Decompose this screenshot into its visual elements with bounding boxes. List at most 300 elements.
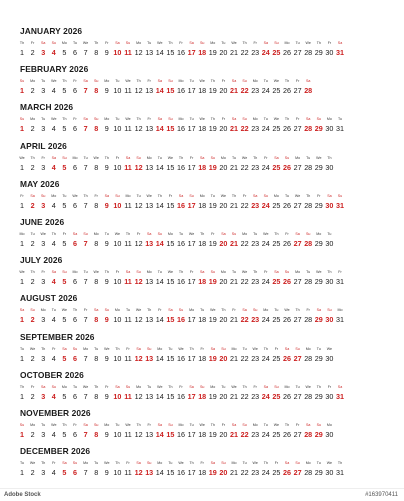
weekday-label: Mo	[210, 41, 216, 45]
day-number: 9	[104, 48, 109, 57]
weekday-label: Sa	[30, 193, 35, 198]
day-number: 23	[251, 277, 260, 287]
day-number: 7	[83, 468, 88, 478]
weekday-label: Su	[115, 193, 120, 198]
weekday-label: Th	[125, 232, 131, 236]
weekday-label: Mo	[263, 308, 269, 313]
weekday-label: Mo	[252, 79, 258, 84]
day-number: 3	[41, 277, 46, 287]
weekday-label: Sa	[337, 41, 343, 45]
day-number: 8	[94, 162, 99, 172]
weekend-day-number: 30	[325, 315, 334, 325]
weekday-label: Th	[41, 461, 46, 466]
weekday-label: Sa	[327, 193, 332, 198]
day-number: 8	[94, 391, 99, 401]
weekday-label: Th	[136, 79, 141, 84]
day-number: 22	[240, 353, 249, 363]
day-number: 8	[94, 353, 99, 363]
day-number: 30	[325, 124, 334, 134]
weekday-label: Fr	[232, 308, 236, 313]
day-number: 14	[155, 315, 164, 325]
stock-logo: Adobe Stock	[4, 492, 41, 498]
weekday-label: Su	[316, 117, 321, 122]
weekday-label: Th	[41, 346, 46, 351]
day-number: 30	[325, 239, 334, 248]
day-number: 9	[104, 430, 109, 439]
day-number: 14	[155, 162, 164, 172]
weekday-label: We	[326, 346, 333, 351]
weekend-day-number: 20	[219, 239, 228, 248]
day-number: 13	[145, 430, 154, 439]
weekday-label: Tu	[157, 270, 162, 275]
day-number: 26	[283, 124, 291, 134]
weekday-label: We	[29, 346, 36, 351]
day-number: 6	[73, 315, 77, 325]
weekday-label: We	[220, 193, 227, 198]
weekday-label: Tu	[104, 232, 109, 236]
weekday-label: We	[82, 41, 89, 45]
weekend-day-number: 18	[198, 391, 207, 401]
weekday-label: We	[146, 193, 152, 198]
weekend-day-number: 18	[198, 277, 207, 287]
weekday-label: We	[51, 79, 57, 84]
weekday-label: Fr	[295, 117, 300, 122]
weekday-label: Th	[316, 41, 321, 45]
month-block	[20, 64, 380, 102]
weekday-label: Fr	[253, 41, 257, 45]
weekday-label: Sa	[210, 461, 215, 466]
day-number: 25	[272, 239, 281, 248]
weekday-label: Fr	[115, 155, 120, 160]
weekday-label: We	[167, 155, 174, 160]
weekday-label: Tu	[337, 117, 343, 122]
weekday-label: Su	[210, 155, 215, 160]
weekday-label: Fr	[242, 193, 247, 198]
weekday-label: Th	[19, 41, 25, 45]
day-number: 17	[187, 430, 196, 439]
weekday-label: Mo	[72, 155, 78, 160]
weekday-label: Sa	[252, 193, 258, 198]
day-number: 10	[113, 86, 122, 96]
day-number: 12	[134, 124, 143, 134]
weekend-day-number: 13	[145, 353, 154, 363]
weekday-label: Tu	[263, 117, 268, 122]
day-number: 11	[124, 124, 132, 134]
weekend-day-number: 20	[219, 353, 228, 363]
weekday-label: Tu	[295, 41, 300, 45]
weekday-label: Mo	[273, 193, 279, 198]
weekday-label: Su	[146, 461, 152, 466]
day-number: 17	[187, 86, 196, 96]
day-number: 8	[94, 239, 99, 248]
weekday-label: Tu	[147, 41, 152, 45]
weekday-label: Su	[295, 346, 300, 351]
day-number: 30	[325, 277, 334, 287]
weekday-label: We	[199, 79, 205, 84]
weekday-label: Mo	[326, 423, 332, 427]
day-number: 15	[166, 162, 175, 172]
weekday-label: Mo	[146, 155, 152, 160]
weekday-label: Th	[284, 117, 290, 122]
day-number: 4	[51, 353, 56, 363]
weekend-day-number: 5	[62, 353, 67, 363]
weekend-day-number: 15	[166, 430, 175, 439]
weekday-label: We	[231, 41, 237, 45]
day-number: 13	[145, 124, 154, 134]
day-number: 30	[325, 430, 334, 439]
weekend-day-number: 21	[230, 86, 238, 96]
day-number: 5	[62, 48, 67, 57]
day-number: 16	[177, 239, 185, 248]
weekday-label: Th	[178, 270, 184, 275]
day-number: 21	[230, 468, 238, 478]
weekend-day-number: 25	[272, 162, 281, 172]
weekend-day-number: 15	[166, 315, 175, 325]
weekday-label: Th	[210, 423, 215, 427]
weekend-day-number: 9	[104, 315, 109, 325]
weekday-label: Fr	[147, 423, 151, 427]
month-title: JULY 2026	[20, 255, 63, 266]
weekday-label: Mo	[30, 117, 36, 122]
day-number: 18	[198, 353, 207, 363]
weekday-label: Mo	[30, 423, 36, 427]
weekday-label: We	[19, 155, 25, 160]
day-number: 17	[187, 468, 196, 478]
day-number: 20	[219, 430, 228, 439]
day-number: 17	[187, 239, 196, 248]
weekend-day-number: 8	[94, 86, 99, 96]
day-number: 29	[314, 162, 323, 172]
day-number: 2	[30, 86, 35, 96]
weekday-label: Su	[30, 308, 35, 313]
day-number: 27	[293, 200, 302, 210]
weekday-label: We	[273, 79, 280, 84]
weekend-day-number: 26	[283, 277, 291, 287]
day-number: 24	[261, 239, 270, 248]
weekday-label: Sa	[157, 117, 162, 122]
weekday-label: Mo	[284, 384, 290, 389]
weekday-label: Sa	[19, 308, 25, 313]
day-number: 1	[20, 239, 24, 248]
weekend-day-number: 26	[283, 353, 291, 363]
weekday-label: Fr	[189, 270, 194, 275]
day-number: 2	[30, 124, 35, 134]
day-number: 15	[166, 277, 175, 287]
day-number: 28	[304, 391, 313, 401]
day-number: 17	[187, 315, 196, 325]
day-number: 23	[251, 86, 260, 96]
day-number: 5	[62, 86, 67, 96]
weekend-day-number: 25	[272, 48, 281, 57]
weekday-label: Sa	[62, 461, 67, 466]
weekday-label: Mo	[157, 346, 163, 351]
day-number: 3	[41, 239, 46, 248]
weekday-label: We	[326, 461, 333, 466]
weekday-label: Sa	[221, 232, 226, 236]
weekend-day-number: 26	[283, 162, 291, 172]
weekday-label: Mo	[146, 270, 152, 275]
day-number: 9	[104, 124, 109, 134]
weekday-label: Tu	[242, 461, 247, 466]
weekday-label: Su	[125, 41, 131, 45]
weekday-label: Tu	[72, 384, 78, 389]
day-number: 19	[208, 430, 217, 439]
weekday-label: Fr	[147, 117, 151, 122]
day-number: 1	[20, 353, 24, 363]
weekday-label: Sa	[210, 346, 215, 351]
day-number: 2	[30, 430, 35, 439]
day-number: 16	[177, 86, 185, 96]
day-number: 24	[261, 315, 270, 325]
day-number: 15	[166, 353, 175, 363]
day-number: 3	[41, 353, 46, 363]
weekday-label: Tu	[94, 346, 99, 351]
day-number: 10	[113, 468, 122, 478]
weekday-label: Th	[62, 79, 67, 84]
day-number: 6	[73, 48, 77, 57]
day-number: 22	[240, 468, 249, 478]
day-number: 6	[73, 277, 77, 287]
day-number: 25	[272, 315, 281, 325]
weekday-label: Su	[51, 41, 56, 45]
weekday-label: Fr	[327, 384, 332, 389]
weekday-label: Sa	[51, 155, 56, 160]
day-number: 21	[230, 48, 238, 57]
day-number: 9	[104, 468, 109, 478]
weekend-day-number: 21	[230, 124, 238, 134]
weekday-label: Tu	[115, 423, 120, 427]
day-number: 2	[30, 391, 35, 401]
day-number: 22	[240, 200, 249, 210]
weekday-label: Th	[327, 155, 332, 160]
month-title: MARCH 2026	[20, 102, 74, 113]
weekend-day-number: 11	[124, 391, 132, 401]
weekday-label: Th	[62, 117, 67, 122]
day-number: 13	[145, 48, 154, 57]
weekday-label: Su	[337, 193, 343, 198]
day-number: 1	[20, 277, 24, 287]
weekday-label: We	[188, 232, 195, 236]
weekday-label: Su	[104, 308, 109, 313]
weekday-label: Su	[231, 232, 237, 236]
weekday-label: Su	[295, 461, 300, 466]
weekday-label: Th	[72, 308, 78, 313]
day-number: 7	[83, 200, 88, 210]
weekday-label: Sa	[199, 155, 205, 160]
weekday-label: Fr	[115, 270, 120, 275]
day-number: 18	[198, 468, 207, 478]
month-block	[20, 408, 380, 446]
day-number: 16	[177, 430, 185, 439]
day-number: 9	[104, 86, 109, 96]
weekday-label: Su	[136, 270, 141, 275]
day-number: 3	[41, 430, 46, 439]
day-number: 12	[134, 430, 143, 439]
day-number: 9	[104, 391, 109, 401]
day-number: 2	[30, 239, 35, 248]
weekday-label: Tu	[274, 308, 279, 313]
weekend-day-number: 17	[187, 200, 196, 210]
day-number: 28	[304, 353, 313, 363]
weekend-day-number: 2	[30, 315, 35, 325]
weekday-label: Sa	[72, 232, 78, 236]
weekday-label: Th	[337, 461, 343, 466]
weekend-day-number: 22	[240, 315, 249, 325]
weekend-day-number: 21	[230, 239, 238, 248]
weekday-label: We	[104, 461, 110, 466]
weekend-day-number: 13	[145, 468, 154, 478]
weekday-label: Sa	[242, 308, 247, 313]
weekend-day-number: 24	[261, 200, 270, 210]
weekday-label: Th	[147, 308, 152, 313]
day-number: 25	[272, 200, 281, 210]
weekend-day-number: 9	[104, 200, 109, 210]
weekday-label: Mo	[72, 270, 78, 275]
day-number: 30	[325, 391, 334, 401]
weekday-label: Mo	[61, 384, 67, 389]
day-number: 14	[155, 277, 164, 287]
month-block	[20, 102, 380, 140]
weekday-label: Su	[274, 41, 279, 45]
weekday-label: We	[284, 308, 290, 313]
day-number: 28	[304, 162, 313, 172]
weekend-day-number: 22	[240, 124, 249, 134]
day-number: 5	[62, 430, 67, 439]
weekend-day-number: 12	[134, 468, 143, 478]
weekday-label: Mo	[231, 461, 237, 466]
weekday-label: Fr	[41, 155, 45, 160]
day-number: 20	[219, 391, 228, 401]
weekday-label: Tu	[263, 79, 268, 84]
weekday-label: Su	[40, 193, 46, 198]
weekday-label: Sa	[305, 117, 311, 122]
day-number: 23	[251, 239, 260, 248]
day-number: 11	[124, 239, 132, 248]
weekday-label: Th	[327, 270, 332, 275]
weekday-label: Tu	[200, 308, 205, 313]
weekend-day-number: 10	[113, 48, 122, 57]
day-number: 22	[240, 162, 249, 172]
weekday-label: Sa	[231, 423, 237, 427]
weekday-label: Fr	[105, 384, 109, 389]
day-number: 29	[314, 277, 323, 287]
weekday-label: Sa	[115, 41, 120, 45]
day-number: 23	[251, 430, 260, 439]
day-number: 10	[113, 277, 122, 287]
month-title: AUGUST 2026	[20, 293, 78, 304]
day-number: 6	[73, 124, 77, 134]
day-number: 12	[134, 391, 143, 401]
day-number: 24	[261, 162, 270, 172]
weekend-day-number: 1	[20, 124, 24, 134]
month-title: JUNE 2026	[20, 217, 65, 227]
weekday-label: We	[305, 384, 311, 389]
day-number: 26	[283, 239, 291, 248]
weekend-day-number: 28	[304, 86, 313, 96]
weekday-label: Fr	[317, 193, 321, 198]
day-number: 22	[240, 239, 249, 248]
day-number: 9	[104, 162, 109, 172]
month-block	[20, 446, 380, 484]
day-number: 16	[177, 468, 185, 478]
day-number: 6	[73, 86, 77, 96]
weekday-label: Th	[284, 423, 290, 427]
weekend-day-number: 7	[83, 430, 88, 439]
day-number: 7	[83, 353, 88, 363]
month-block	[20, 332, 380, 370]
day-number: 27	[293, 430, 302, 439]
weekday-label: Th	[242, 384, 247, 389]
weekend-day-number: 7	[83, 239, 88, 248]
weekday-label: Th	[30, 155, 35, 160]
day-number: 14	[155, 200, 164, 210]
day-number: 24	[261, 468, 270, 478]
weekday-label: Tu	[263, 423, 268, 427]
day-number: 7	[83, 391, 88, 401]
day-number: 4	[51, 239, 56, 248]
weekday-label: Th	[316, 384, 321, 389]
weekday-label: Mo	[316, 232, 322, 236]
weekend-day-number: 4	[51, 162, 56, 172]
weekday-label: Th	[19, 384, 25, 389]
weekday-label: Mo	[220, 155, 226, 160]
weekday-label: We	[316, 155, 322, 160]
weekend-day-number: 26	[283, 468, 291, 478]
weekday-label: Th	[253, 270, 258, 275]
weekday-label: Tu	[19, 346, 25, 351]
day-number: 20	[219, 48, 228, 57]
weekday-label: We	[114, 232, 121, 236]
day-number: 21	[230, 200, 238, 210]
day-number: 31	[336, 277, 344, 287]
weekday-label: Tu	[157, 155, 162, 160]
day-number: 29	[314, 468, 323, 478]
weekday-label: Th	[94, 41, 99, 45]
weekend-day-number: 6	[73, 239, 77, 248]
weekday-label: Mo	[157, 461, 163, 466]
day-number: 8	[94, 277, 99, 287]
weekday-label: Su	[19, 79, 25, 84]
weekday-label: We	[241, 155, 248, 160]
weekday-label: Sa	[125, 270, 131, 275]
weekday-label: Su	[284, 270, 290, 275]
weekend-day-number: 19	[208, 277, 217, 287]
day-number: 15	[166, 48, 175, 57]
day-number: 5	[62, 124, 67, 134]
day-number: 26	[283, 430, 291, 439]
day-number: 4	[51, 86, 56, 96]
weekday-label: Mo	[30, 79, 36, 84]
day-number: 5	[62, 239, 67, 248]
day-number: 19	[208, 391, 217, 401]
weekday-label: Mo	[178, 423, 184, 427]
weekday-label: Mo	[136, 384, 142, 389]
day-number: 21	[230, 162, 238, 172]
weekday-label: Tu	[72, 41, 78, 45]
weekday-label: Su	[72, 346, 78, 351]
day-number: 1	[20, 200, 24, 210]
day-number: 9	[104, 353, 109, 363]
weekday-label: Tu	[83, 270, 88, 275]
weekday-label: Fr	[221, 117, 226, 122]
day-number: 12	[134, 86, 143, 96]
weekend-day-number: 3	[41, 391, 46, 401]
weekday-label: Tu	[306, 155, 311, 160]
day-number: 6	[73, 430, 77, 439]
day-number: 28	[304, 277, 313, 287]
weekend-day-number: 3	[41, 48, 46, 57]
weekday-label: Mo	[337, 308, 343, 313]
